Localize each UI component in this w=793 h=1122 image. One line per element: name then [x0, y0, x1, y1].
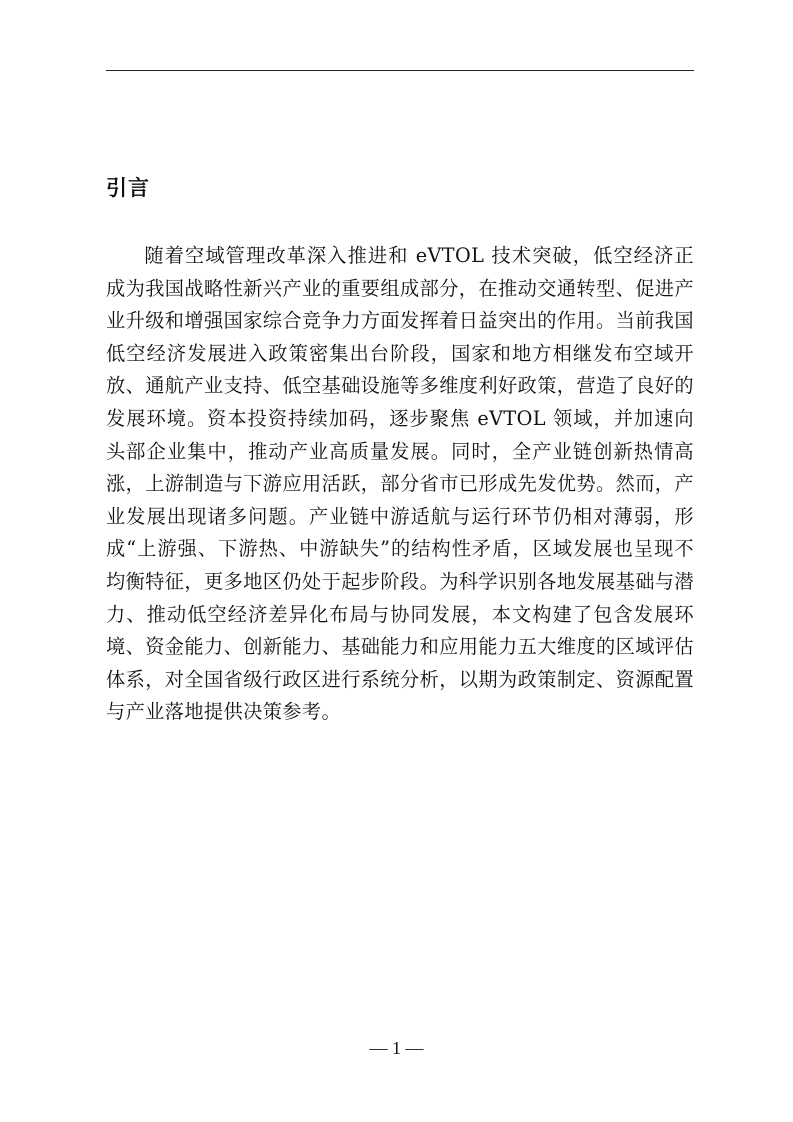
body-paragraph: 随着空域管理改革深入推进和 eVTOL 技术突破，低空经济正成为我国战略性新兴产业的重要组成部分，在推动交通转型、促进产业升级和增强国家综合竞争力方面发挥着日益突出的作用。当前我国低空经济发展进入政策密集出台阶段，国家和地方相继发布空域开放、通航产业支持、低空基础设施等多维度利好政策，营造了良好的发展环境。资本投资持续加码，逐步聚焦 eVTOL 领域，并加速向头部企业集中，推动产业高质量发展。同时，全产业链创新热情高涨，上游制造与下游应用活跃，部分省市已形成先发优势。然而，产业发展出现诸多问题。产业链中游适航与运行环节仍相对薄弱，形成“上游强、下游热、中游缺失”的结构性矛盾，区域发展也呈现不均衡特征，更多地区仍处于起步阶段。为科学识别各地发展基础与潜力、推动低空经济差异化布局与协同发展，本文构建了包含发展环境、资金能力、创新能力、基础能力和应用能力五大维度的区域评估体系，对全国省级行政区进行系统分析，以期为政策制定、资源配置与产业落地提供决策参考。	[106, 244, 694, 724]
page-number: — 1 —	[369, 1038, 424, 1058]
header-rule	[106, 70, 694, 71]
section-title: 引言	[106, 176, 150, 200]
